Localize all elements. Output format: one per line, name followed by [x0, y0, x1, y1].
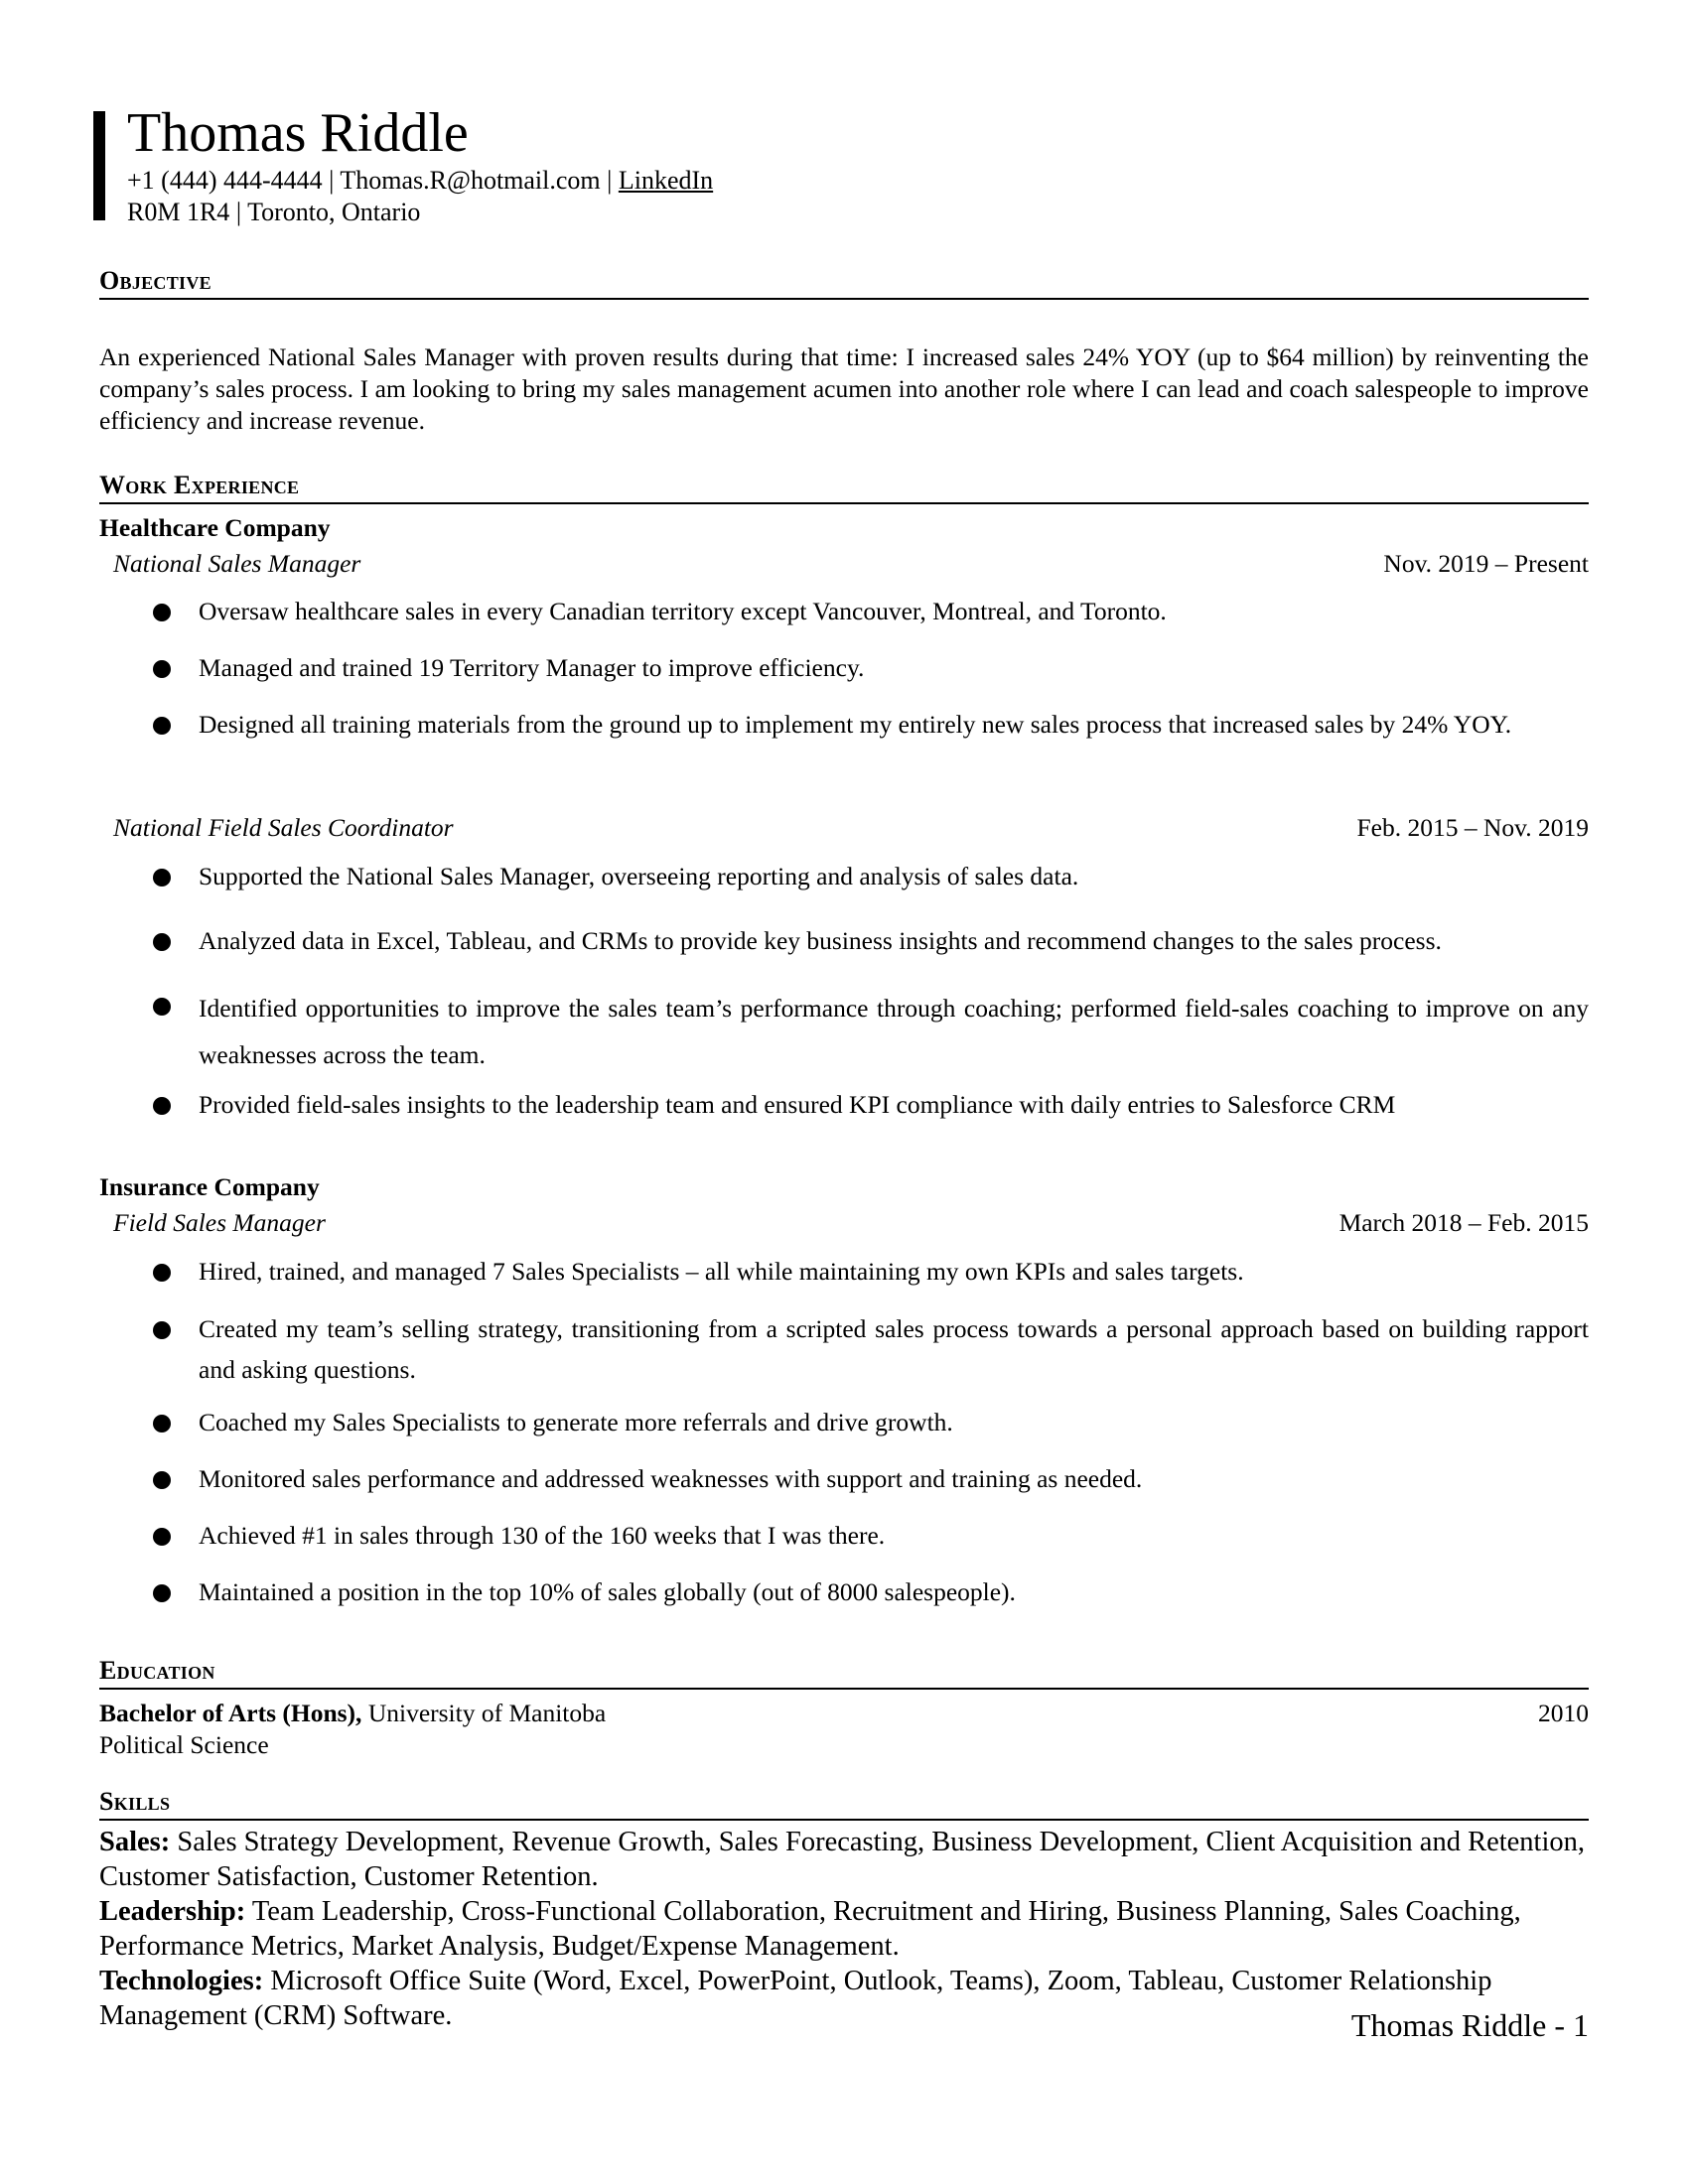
education-degree-line — [99, 1698, 606, 1729]
job-dates: March 2018 – Feb. 2015 — [1338, 1208, 1589, 1237]
job-dates: Feb. 2015 – Nov. 2019 — [1356, 813, 1589, 842]
job-dates: Nov. 2019 – Present — [1383, 549, 1589, 578]
list-item-text: Monitored sales performance and addressed weaknesses with support and training as needed. — [199, 1464, 1143, 1493]
bullet-icon — [153, 1528, 171, 1546]
bullet-icon — [153, 660, 171, 678]
bullet-icon — [153, 869, 171, 887]
bullet-icon — [153, 1584, 171, 1602]
contact-line-2 — [127, 197, 420, 228]
list-item-text: Oversaw healthcare sales in every Canadian territory except Vancouver, Montreal, and Toronto. — [199, 597, 1167, 625]
bullet-icon — [153, 604, 171, 621]
section-title-work-experience: Work Experience — [99, 471, 1589, 504]
section-title-skills: Skills — [99, 1787, 1589, 1821]
section-title-objective: Objective — [99, 266, 1589, 300]
graduation-year: 2010 — [1538, 1699, 1589, 1727]
bullet-icon — [153, 998, 171, 1016]
bullet-icon — [153, 1264, 171, 1282]
bullet-icon — [153, 933, 171, 951]
contact-line-1 — [127, 165, 713, 197]
skill-label: Sales: — [99, 1827, 171, 1857]
separator: | — [322, 166, 341, 195]
candidate-name: Thomas Riddle — [127, 102, 469, 164]
list-item-text: Supported the National Sales Manager, overseeing reporting and analysis of sales data. — [199, 862, 1079, 890]
objective-text: An experienced National Sales Manager with proven results during that time: I increased sales 24% YOY (up to $64 million) by reinventing the company’s sales process. I am looking to bring my sales management acumen into another role where I can lead and coach salespeople to improve efficiency and increase revenue. — [99, 342, 1589, 435]
bullet-icon — [153, 717, 171, 735]
phone-number: +1 (444) 444-4444 — [127, 166, 323, 195]
skills-list — [99, 1825, 1589, 2033]
list-item-text: Achieved #1 in sales through 130 of the 160 weeks that I was there. — [199, 1521, 886, 1550]
skill-label: Technologies: — [99, 1966, 264, 1996]
city: Toronto, Ontario — [247, 198, 421, 226]
company-name: Insurance Company — [99, 1172, 320, 1201]
list-item-text: Provided field-sales insights to the leadership team and ensured KPI compliance with daily entries to Salesforce CRM — [199, 1090, 1396, 1119]
separator: | — [600, 166, 619, 195]
list-item-text: Coached my Sales Specialists to generate more referrals and drive growth. — [199, 1408, 953, 1436]
skill-text: Team Leadership, Cross-Functional Collaboration, Recruitment and Hiring, Business Planning, Sales Coaching, Performance Metrics, Market Analysis, Budget/Expense Management. — [99, 1896, 1521, 1962]
skill-text: Microsoft Office Suite (Word, Excel, PowerPoint, Outlook, Teams), Zoom, Tableau, Customer Relationship Management (CRM) Software. — [99, 1966, 1492, 2031]
field-of-study: Political Science — [99, 1730, 269, 1759]
job-title: Field Sales Manager — [113, 1208, 326, 1237]
header-accent-bar — [93, 111, 105, 220]
separator: | — [229, 198, 248, 226]
bullet-icon — [153, 1097, 171, 1115]
company-name: Healthcare Company — [99, 513, 331, 542]
email-address[interactable]: Thomas.R@hotmail.com — [340, 166, 601, 195]
bullet-icon — [153, 1471, 171, 1489]
postal-code: R0M 1R4 — [127, 198, 230, 226]
degree: Bachelor of Arts (Hons), — [99, 1699, 362, 1727]
section-title-education: Education — [99, 1656, 1589, 1690]
skill-group-sales — [99, 1825, 1589, 1894]
page-footer: Thomas Riddle - 1 — [1350, 2007, 1589, 2043]
linkedin-link[interactable]: LinkedIn — [618, 166, 714, 195]
list-item-text: Hired, trained, and managed 7 Sales Specialists – all while maintaining my own KPIs and sales targets. — [199, 1257, 1244, 1286]
job-title: National Sales Manager — [113, 549, 361, 578]
list-item-text: Maintained a position in the top 10% of sales globally (out of 8000 salespeople). — [199, 1577, 1016, 1606]
skill-text: Sales Strategy Development, Revenue Growth, Sales Forecasting, Business Development, Client Acquisition and Retention, Customer Satisfaction, Customer Retention. — [99, 1827, 1586, 1892]
bullet-icon — [153, 1321, 171, 1339]
bullet-icon — [153, 1415, 171, 1433]
list-item-text: Managed and trained 19 Territory Manager to improve efficiency. — [199, 653, 865, 682]
school: University of Manitoba — [361, 1699, 607, 1727]
skill-label: Leadership: — [99, 1896, 246, 1927]
list-item-text: Created my team’s selling strategy, transitioning from a scripted sales process towards a personal approach based on building rapport and asking questions. — [199, 1314, 1589, 1384]
list-item-text: Designed all training materials from the ground up to implement my entirely new sales process that increased sales by 24% YOY. — [199, 710, 1512, 739]
job-title: National Field Sales Coordinator — [113, 813, 454, 842]
list-item-text: Identified opportunities to improve the sales team’s performance through coaching; performed field-sales coaching to improve on any weaknesses across the team. — [199, 994, 1589, 1069]
skill-group-leadership — [99, 1894, 1589, 1964]
list-item-text: Analyzed data in Excel, Tableau, and CRMs to provide key business insights and recommend changes to the sales process. — [199, 926, 1442, 955]
